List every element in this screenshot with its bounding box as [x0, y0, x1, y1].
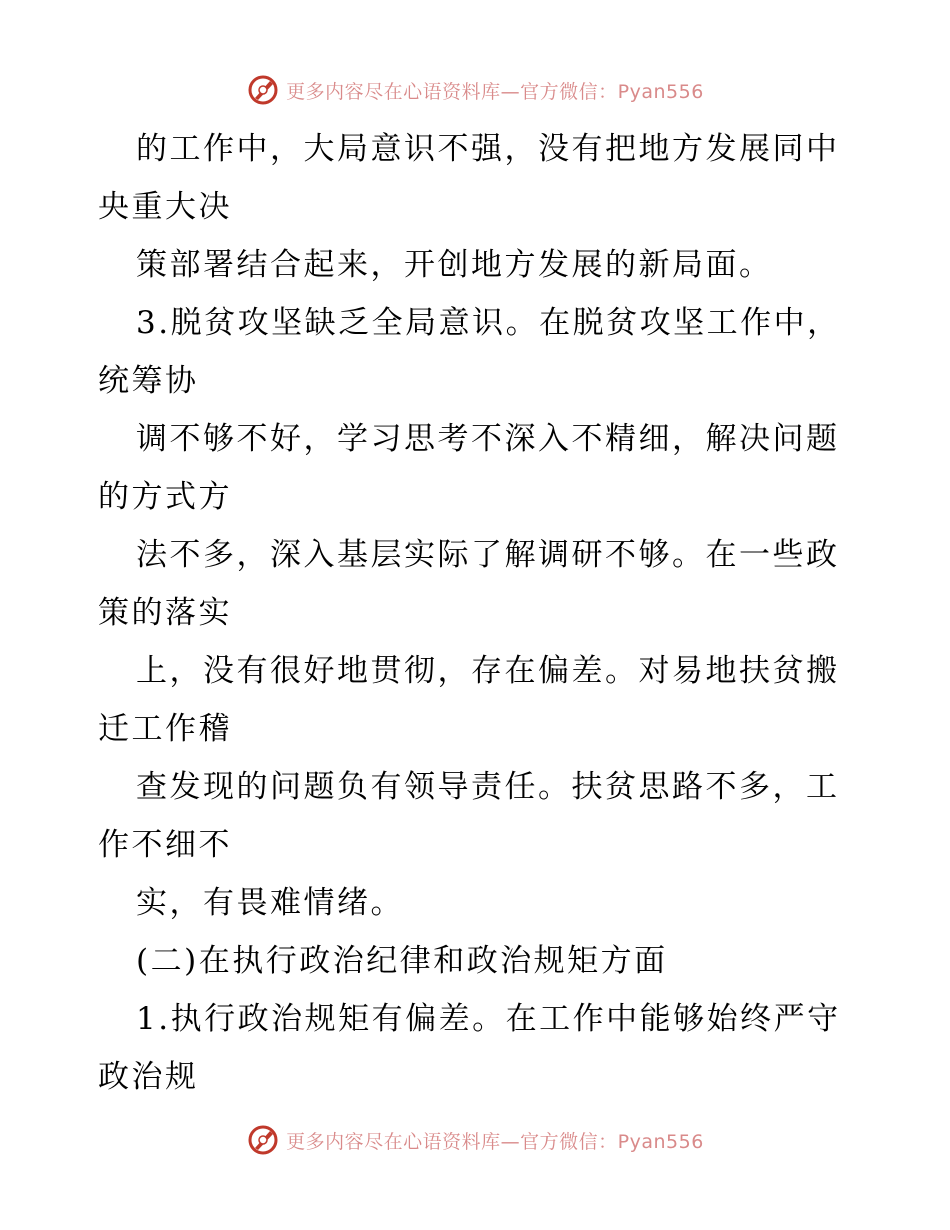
logo-icon — [246, 73, 280, 107]
text-line: 迁工作稽 — [98, 711, 232, 747]
text-line: 实，有畏难情绪。 — [136, 885, 404, 921]
text-line: 央重大决 — [98, 189, 232, 225]
text-line: 政治规 — [98, 1059, 199, 1095]
text-line: 调不够不好，学习思考不深入不精细，解决问题 — [136, 421, 840, 457]
text-line: 的方式方 — [98, 479, 232, 515]
text-line: 上，没有很好地贯彻，存在偏差。对易地扶贫搬 — [136, 653, 840, 689]
text-line: 作不细不 — [98, 827, 232, 863]
header-watermark-text: 更多内容尽在心语资料库—官方微信：Pyan556 — [286, 80, 704, 103]
text-line: 统筹协 — [98, 363, 199, 399]
text-line: 的工作中，大局意识不强，没有把地方发展同中 — [136, 131, 840, 167]
section-heading: (二)在执行政治纪律和政治规矩方面 — [136, 943, 668, 979]
text-line: 1.执行政治规矩有偏差。在工作中能够始终严守 — [136, 1001, 841, 1037]
text-line: 查发现的问题负有领导责任。扶贫思路不多，工 — [136, 769, 840, 805]
header-watermark — [0, 70, 950, 110]
logo-icon — [246, 1123, 280, 1157]
text-line: 策部署结合起来，开创地方发展的新局面。 — [136, 247, 773, 283]
text-line: 策的落实 — [98, 595, 232, 631]
text-line: 3.脱贫攻坚缺乏全局意识。在脱贫攻坚工作中， — [136, 305, 841, 341]
footer-watermark — [0, 1120, 950, 1160]
document-body — [98, 120, 854, 1106]
footer-watermark-text: 更多内容尽在心语资料库—官方微信：Pyan556 — [286, 1130, 704, 1153]
text-line: 法不多，深入基层实际了解调研不够。在一些政 — [136, 537, 840, 573]
